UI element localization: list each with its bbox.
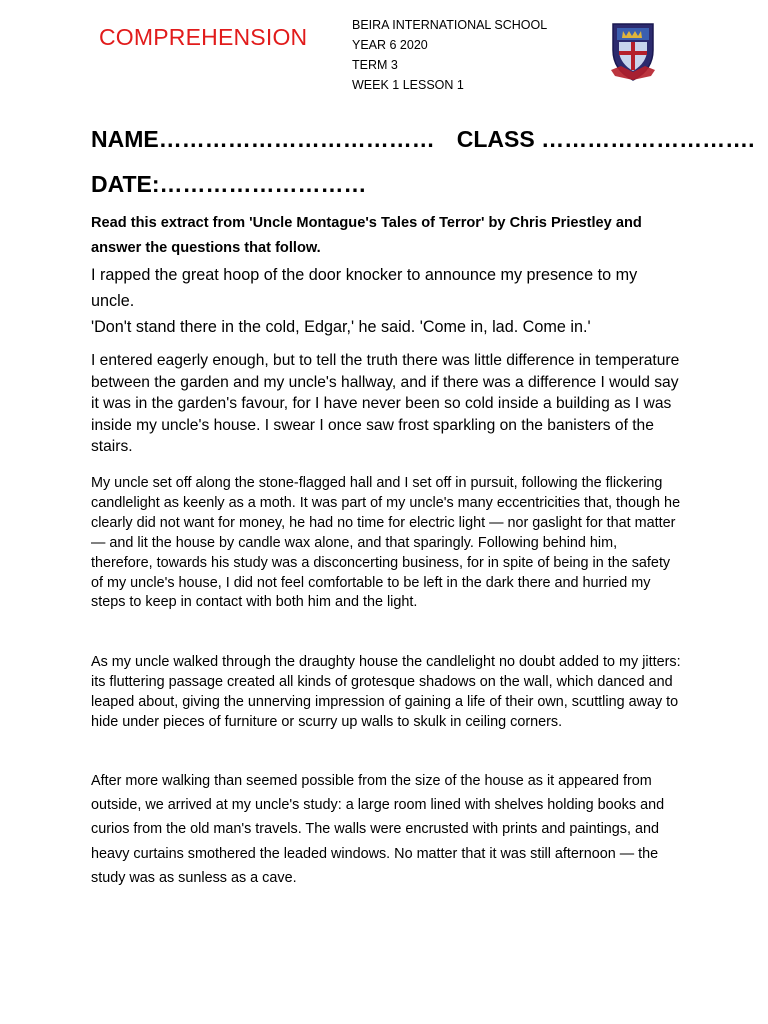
extract-paragraph-5: After more walking than seemed possible from the size of the house as it appeared from outside, we arrived at my uncle's study: a large room lined with shelves holding books and curios from the old man's travels. The walls were encrusted with prints and paintings, and heavy curtains smothered the leaded windows. No matter that it was still afternoon — the study was as sunless as a cave. — [91, 773, 665, 886]
school-name: BEIRA INTERNATIONAL SCHOOL — [352, 18, 548, 32]
date-field[interactable]: DATE:……………………… — [91, 171, 367, 197]
extract-paragraph-3: My uncle set off along the stone-flagged hall and I set off in pursuit, following the flickering candlelight as keenly as a moth. It was part of my uncle's many eccentricities that, though he clearly did not want for money, he had no time for electric light — nor gaslight for that matter — and lit the house by candle wax alone, and that sparingly. Following behind him, therefore, towards his study was a disconcerting business, for in spite of being in the safety of my uncle's house, I did not feel comfortable to be left in the dark there and hurried my steps to keep in contact with both him and the light. — [91, 475, 681, 611]
lesson-label: WEEK 1 LESSON 1 — [352, 78, 464, 92]
year-label: YEAR 6 2020 — [352, 38, 428, 52]
term-label: TERM 3 — [352, 58, 398, 72]
class-field[interactable]: CLASS ………………………. — [456, 126, 755, 152]
school-crest-icon — [609, 20, 657, 82]
name-field[interactable]: NAME……………………………… — [91, 126, 435, 152]
school-info-block — [352, 15, 547, 95]
extract-paragraph-4: As my uncle walked through the draughty house the candlelight no doubt added to my jitters: its fluttering passage created all kinds of grotesque shadows on the wall, which danced and leaped about, giving the unnerving impression of gaining a life of their own, scuttling away to hide under pieces of furniture or scurry up walls to skulk in ceiling corners. — [91, 654, 681, 730]
name-class-line — [91, 126, 754, 153]
extract-paragraph-1 — [91, 262, 681, 340]
extract-paragraph-1-line-2: 'Don't stand there in the cold, Edgar,' he said. 'Come in, lad. Come in.' — [91, 318, 591, 336]
extract-paragraph-1-line-1: I rapped the great hoop of the door knocker to announce my presence to my uncle. — [91, 266, 638, 310]
worksheet-title: COMPREHENSION — [99, 24, 308, 50]
extract-paragraph-2: I entered eagerly enough, but to tell the truth there was little difference in temperature between the garden and my uncle's hallway, and if there was a difference I would say it was in the garden's favour, for I have never been so cold inside a building as I was inside my uncle's house. I swear I once saw frost sparkling on the banisters of the stairs. — [91, 352, 680, 455]
instruction-text: Read this extract from 'Uncle Montague's Tales of Terror' by Chris Priestley and answer the questions that follow. — [91, 215, 642, 256]
